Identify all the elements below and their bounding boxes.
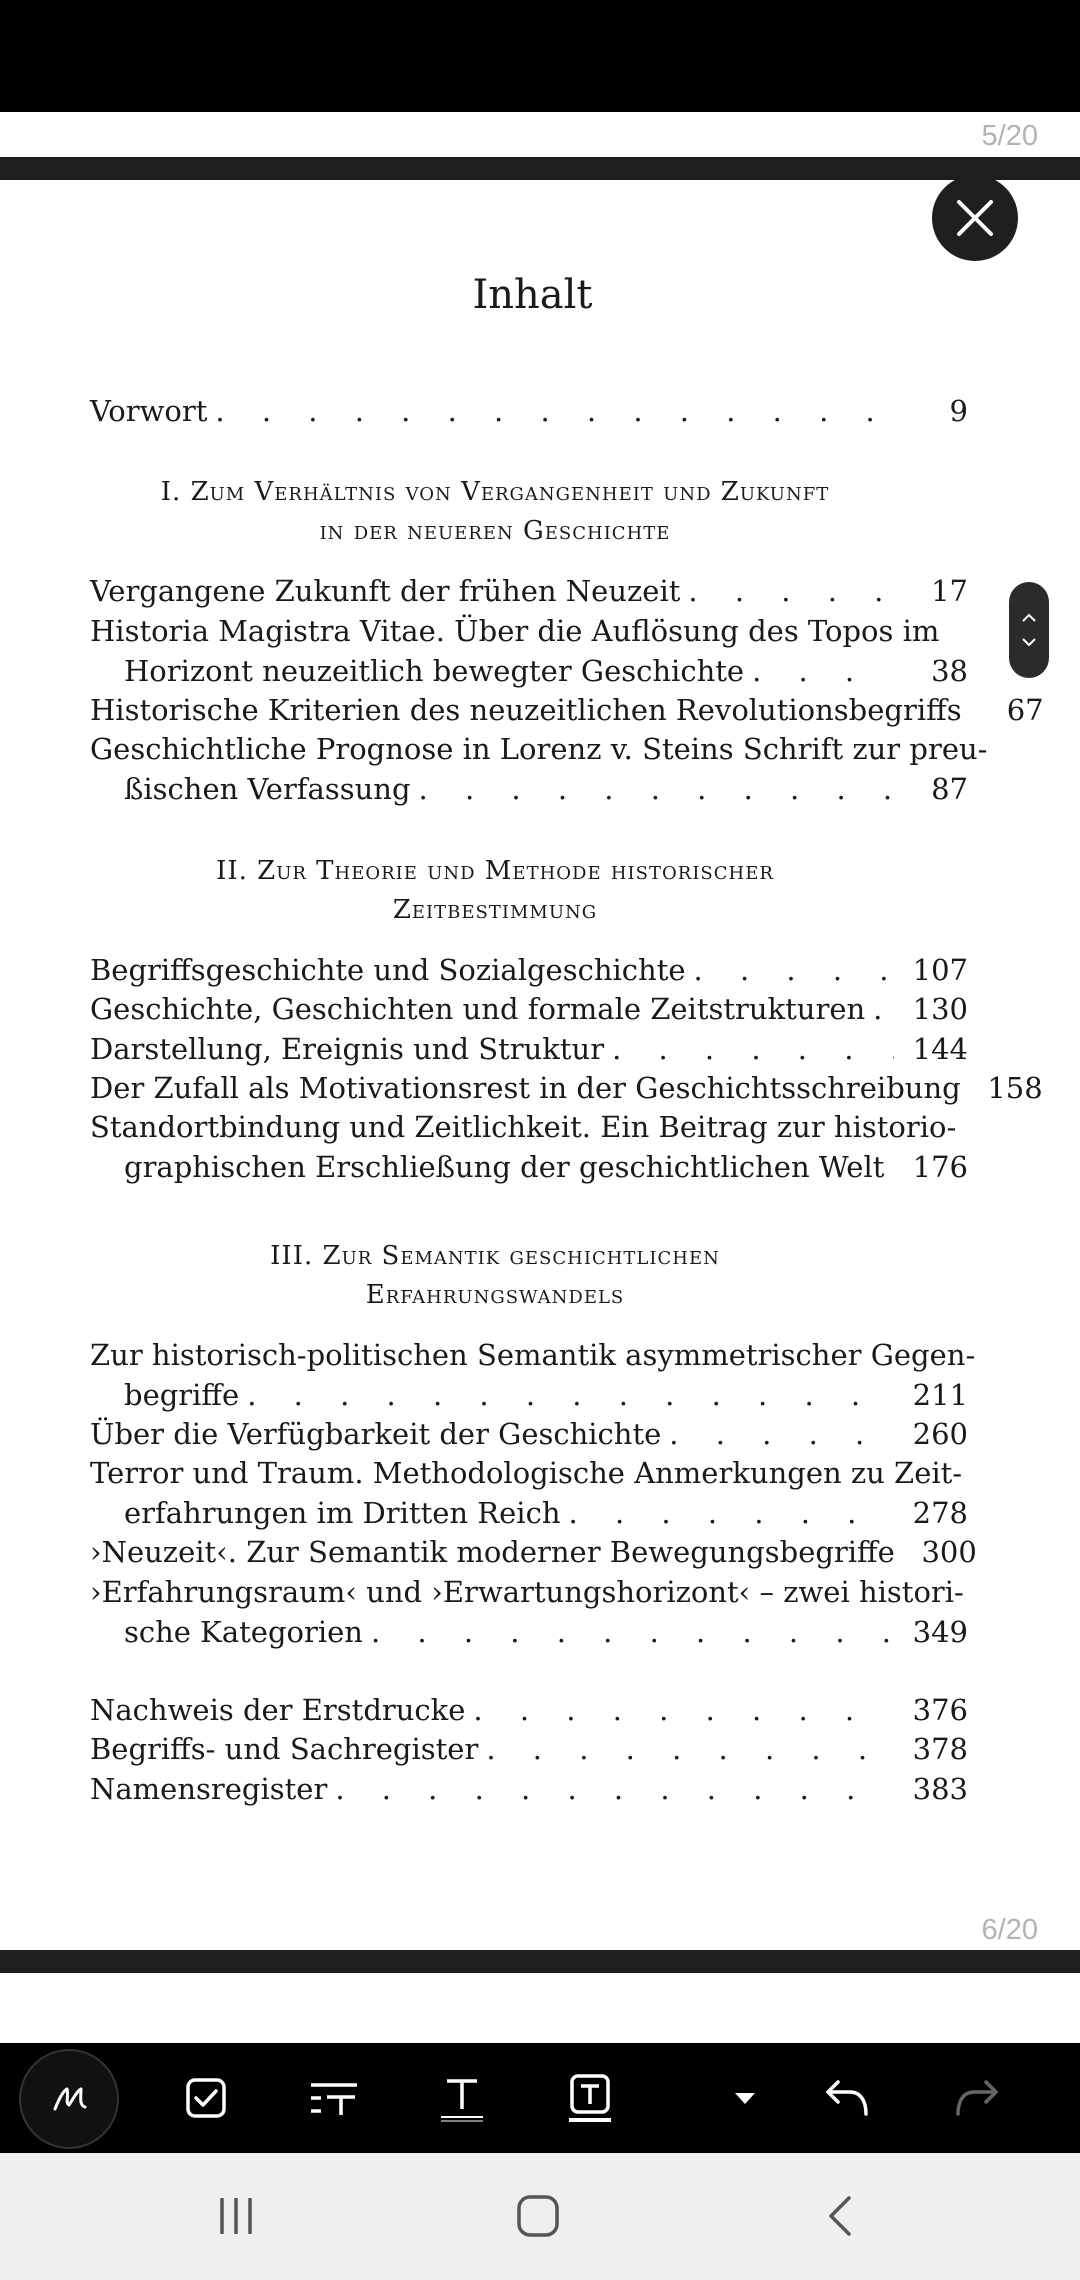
toc-entry[interactable]: Geschichtliche Prognose in Lorenz v. Steins Schrift zur preu- ßischen Verfassung . . . 87 xyxy=(90,730,968,809)
toc-entry[interactable]: Über die Verfügbarkeit der Geschichte . . . 260 xyxy=(90,1415,968,1455)
redo-button[interactable] xyxy=(937,2058,1017,2138)
section-heading-1: I. Zum Verhältnis von Vergangenheit und Zukunft in der neueren Geschichte xyxy=(160,477,830,546)
page-separator xyxy=(0,157,1080,180)
toc-entry[interactable]: Begriffsgeschichte und Sozialgeschichte . . . 107 xyxy=(90,951,968,991)
annotation-toolbar xyxy=(0,2043,1080,2153)
chevron-up-icon xyxy=(1020,612,1038,624)
pen-tool-button[interactable] xyxy=(19,2049,119,2149)
undo-button[interactable] xyxy=(807,2058,887,2138)
back-button[interactable] xyxy=(800,2183,880,2249)
toc-entry[interactable]: Terror und Traum. Methodologische Anmerkungen zu Zeit- erfahrungen im Dritten Reich . . . 278 xyxy=(90,1454,968,1533)
toc-entry-preface[interactable]: Vorwort . . . 9 xyxy=(90,392,968,432)
text-icon xyxy=(439,2073,485,2123)
toc-entry[interactable]: ›Erfahrungsraum‹ und ›Erwartungshorizont‹ – zwei histori- sche Kategorien . . . 349 xyxy=(90,1573,968,1652)
text-tool-button[interactable] xyxy=(422,2058,502,2138)
section-heading-3: III. Zur Semantik geschichtlichen Erfahrungswandels xyxy=(270,1241,720,1310)
page-number-top: 5/20 xyxy=(981,120,1038,152)
toc-entry-appendix[interactable]: Begriffs- und Sachregister . . . 378 xyxy=(90,1730,968,1770)
dropdown-arrow-icon xyxy=(733,2090,757,2106)
undo-icon xyxy=(824,2078,870,2118)
toc-entry[interactable]: Darstellung, Ereignis und Struktur . . . 144 xyxy=(90,1030,968,1070)
toc-entry[interactable]: Der Zufall als Motivationsrest in der Geschichtsschreibung 158 xyxy=(90,1071,1043,1105)
toc-entry[interactable]: Historia Magistra Vitae. Über die Auflösung des Topos im Horizont neuzeitlich bewegter Geschichte . . . 38 xyxy=(90,612,968,691)
text-box-icon xyxy=(567,2073,613,2123)
home-icon xyxy=(515,2193,561,2239)
back-icon xyxy=(825,2194,855,2238)
toc-entry[interactable]: Vergangene Zukunft der frühen Neuzeit . . . 17 xyxy=(90,572,968,612)
fast-scroll-handle[interactable] xyxy=(1009,582,1049,678)
text-field-tool-button[interactable] xyxy=(294,2058,374,2138)
text-field-icon xyxy=(309,2075,359,2121)
toc-entry[interactable]: Zur historisch-politischen Semantik asymmetrischer Gegen- begriffe . . . 211 xyxy=(90,1336,968,1415)
toc-title: Inhalt xyxy=(472,272,593,318)
text-box-tool-button[interactable] xyxy=(550,2058,630,2138)
section-heading-2: II. Zur Theorie und Methode historischer Zeitbestimmung xyxy=(216,856,774,925)
toc-entry[interactable]: Standortbindung und Zeitlichkeit. Ein Beitrag zur historio- graphischen Erschließung der geschichtlichen Welt . . . 176 xyxy=(90,1108,968,1187)
close-button[interactable] xyxy=(932,175,1018,261)
chevron-down-icon xyxy=(1020,636,1038,648)
text-options-dropdown[interactable] xyxy=(705,2058,785,2138)
close-icon xyxy=(953,196,997,240)
checkbox-icon xyxy=(183,2075,229,2121)
checkbox-tool-button[interactable] xyxy=(166,2058,246,2138)
recents-button[interactable] xyxy=(196,2183,276,2249)
toc-entry-appendix[interactable]: Namensregister . . . 383 xyxy=(90,1770,968,1810)
toc-entry[interactable]: ›Neuzeit‹. Zur Semantik moderner Bewegungsbegriffe 300 xyxy=(90,1535,977,1569)
pen-icon xyxy=(47,2077,91,2121)
home-button[interactable] xyxy=(498,2183,578,2249)
toc-entry-appendix[interactable]: Nachweis der Erstdrucke . . . 376 xyxy=(90,1691,968,1731)
page-separator xyxy=(0,1950,1080,1973)
toc-entry[interactable]: Geschichte, Geschichten und formale Zeitstrukturen . . . 130 xyxy=(90,990,968,1030)
status-bar xyxy=(0,0,1080,112)
toc-entry[interactable]: Historische Kriterien des neuzeitlichen Revolutionsbegriffs 67 xyxy=(90,693,1044,727)
system-nav-bar xyxy=(0,2153,1080,2280)
page-number-bottom: 6/20 xyxy=(981,1914,1038,1946)
redo-icon xyxy=(954,2078,1000,2118)
recents-icon xyxy=(214,2196,258,2236)
